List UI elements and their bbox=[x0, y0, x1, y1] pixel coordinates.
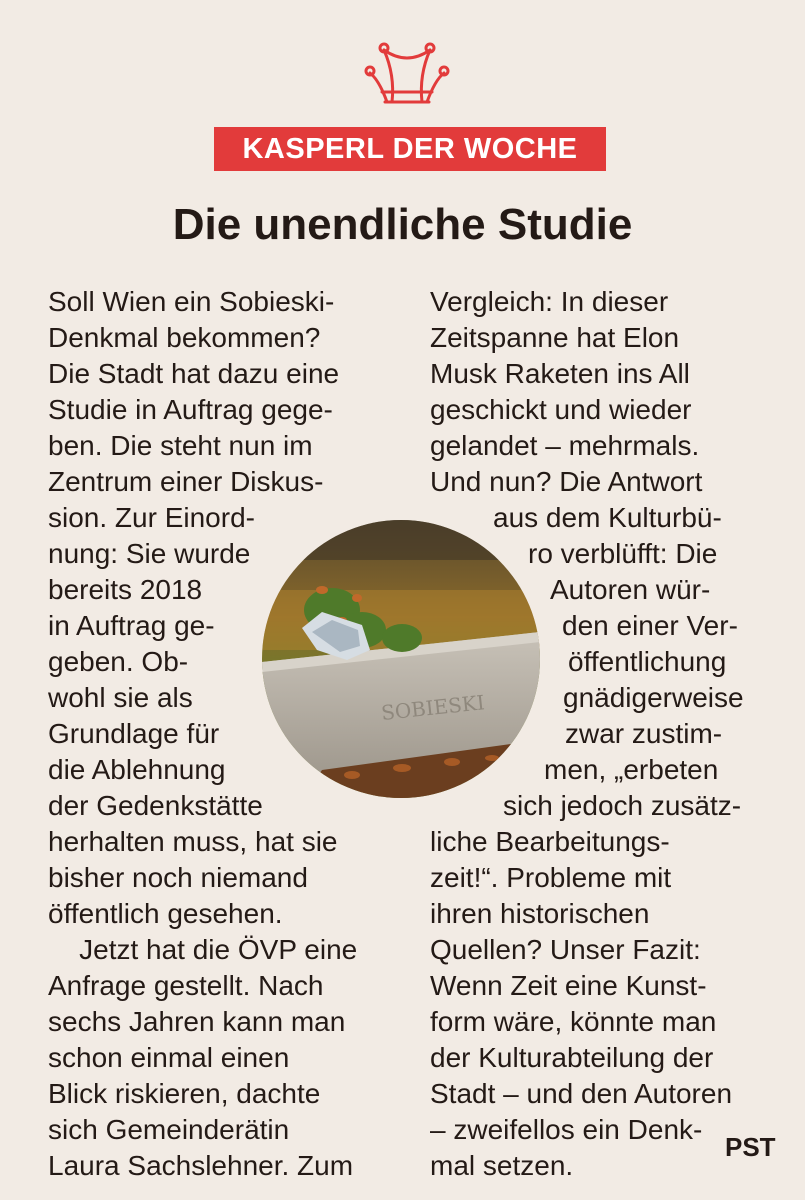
text-line: Blick riskieren, dachte bbox=[48, 1078, 321, 1109]
text-line: Denkmal bekommen? bbox=[48, 322, 321, 353]
text-line: Zeitspanne hat Elon bbox=[430, 322, 680, 353]
text-line: zwar zustim- bbox=[565, 718, 723, 749]
text-line: wohl sie als bbox=[48, 682, 193, 713]
text-line: herhalten muss, hat sie bbox=[48, 826, 338, 857]
text-line: zeit!“. Probleme mit bbox=[430, 862, 672, 893]
text-line: Jetzt hat die ÖVP eine bbox=[48, 934, 358, 965]
text-line: geben. Ob- bbox=[48, 646, 189, 677]
text-line: sechs Jahren kann man bbox=[48, 1006, 346, 1037]
text-line: mal setzen. bbox=[430, 1150, 574, 1181]
text-line: Studie in Auftrag gege- bbox=[48, 394, 333, 425]
text-line: der Gedenkstätte bbox=[48, 790, 263, 821]
text-line: gelandet – mehrmals. bbox=[430, 430, 700, 461]
text-line: ihren historischen bbox=[430, 898, 650, 929]
text-line: öffentlichung bbox=[568, 646, 727, 677]
text-line: sich Gemeinderätin bbox=[48, 1114, 290, 1145]
text-line: den einer Ver- bbox=[562, 610, 738, 641]
text-line: gnädigerweise bbox=[563, 682, 744, 713]
text-line: Musk Raketen ins All bbox=[430, 358, 690, 389]
text-line: Anfrage gestellt. Nach bbox=[48, 970, 324, 1001]
text-line: der Kulturabteilung der bbox=[430, 1042, 714, 1073]
text-line: men, „erbeten bbox=[544, 754, 719, 785]
text-line: Die Stadt hat dazu eine bbox=[48, 358, 340, 389]
text-line: – zweifellos ein Denk- bbox=[430, 1114, 703, 1145]
text-line: die Ablehnung bbox=[48, 754, 226, 785]
text-line: Stadt – und den Autoren bbox=[430, 1078, 733, 1109]
text-line: sion. Zur Einord- bbox=[48, 502, 255, 533]
text-line: bereits 2018 bbox=[48, 574, 203, 605]
text-line: nung: Sie wurde bbox=[48, 538, 251, 569]
text-line: ben. Die steht nun im bbox=[48, 430, 313, 461]
text-line: in Auftrag ge- bbox=[48, 610, 215, 641]
text-line: liche Bearbeitungs- bbox=[430, 826, 670, 857]
text-line: Laura Sachslehner. Zum bbox=[48, 1150, 354, 1181]
article-photo bbox=[262, 520, 540, 798]
text-line: ro verblüfft: Die bbox=[528, 538, 718, 569]
text-line: form wäre, könnte man bbox=[430, 1006, 717, 1037]
text-line: Autoren wür- bbox=[550, 574, 711, 605]
text-line: Soll Wien ein Sobieski- bbox=[48, 286, 335, 317]
text-line: aus dem Kulturbü- bbox=[493, 502, 722, 533]
author-signature: PST bbox=[725, 1132, 776, 1162]
text-line: geschickt und wieder bbox=[430, 394, 692, 425]
jester-hat-icon bbox=[362, 40, 452, 110]
text-line: Wenn Zeit eine Kunst- bbox=[430, 970, 707, 1001]
text-line: schon einmal einen bbox=[48, 1042, 290, 1073]
text-line: Quellen? Unser Fazit: bbox=[430, 934, 701, 965]
rubric-label: KASPERL DER WOCHE bbox=[214, 127, 606, 171]
text-line: öffentlich gesehen. bbox=[48, 898, 283, 929]
svg-text:SOBIESKI: SOBIESKI bbox=[380, 690, 486, 725]
text-line: sich jedoch zusätz- bbox=[503, 790, 742, 821]
article-headline: Die unendliche Studie bbox=[172, 200, 633, 249]
text-line: Zentrum einer Diskus- bbox=[48, 466, 324, 497]
text-line: Und nun? Die Antwort bbox=[430, 466, 703, 497]
text-line: Grundlage für bbox=[48, 718, 220, 749]
text-line: Vergleich: In dieser bbox=[430, 286, 669, 317]
text-line: bisher noch niemand bbox=[48, 862, 308, 893]
